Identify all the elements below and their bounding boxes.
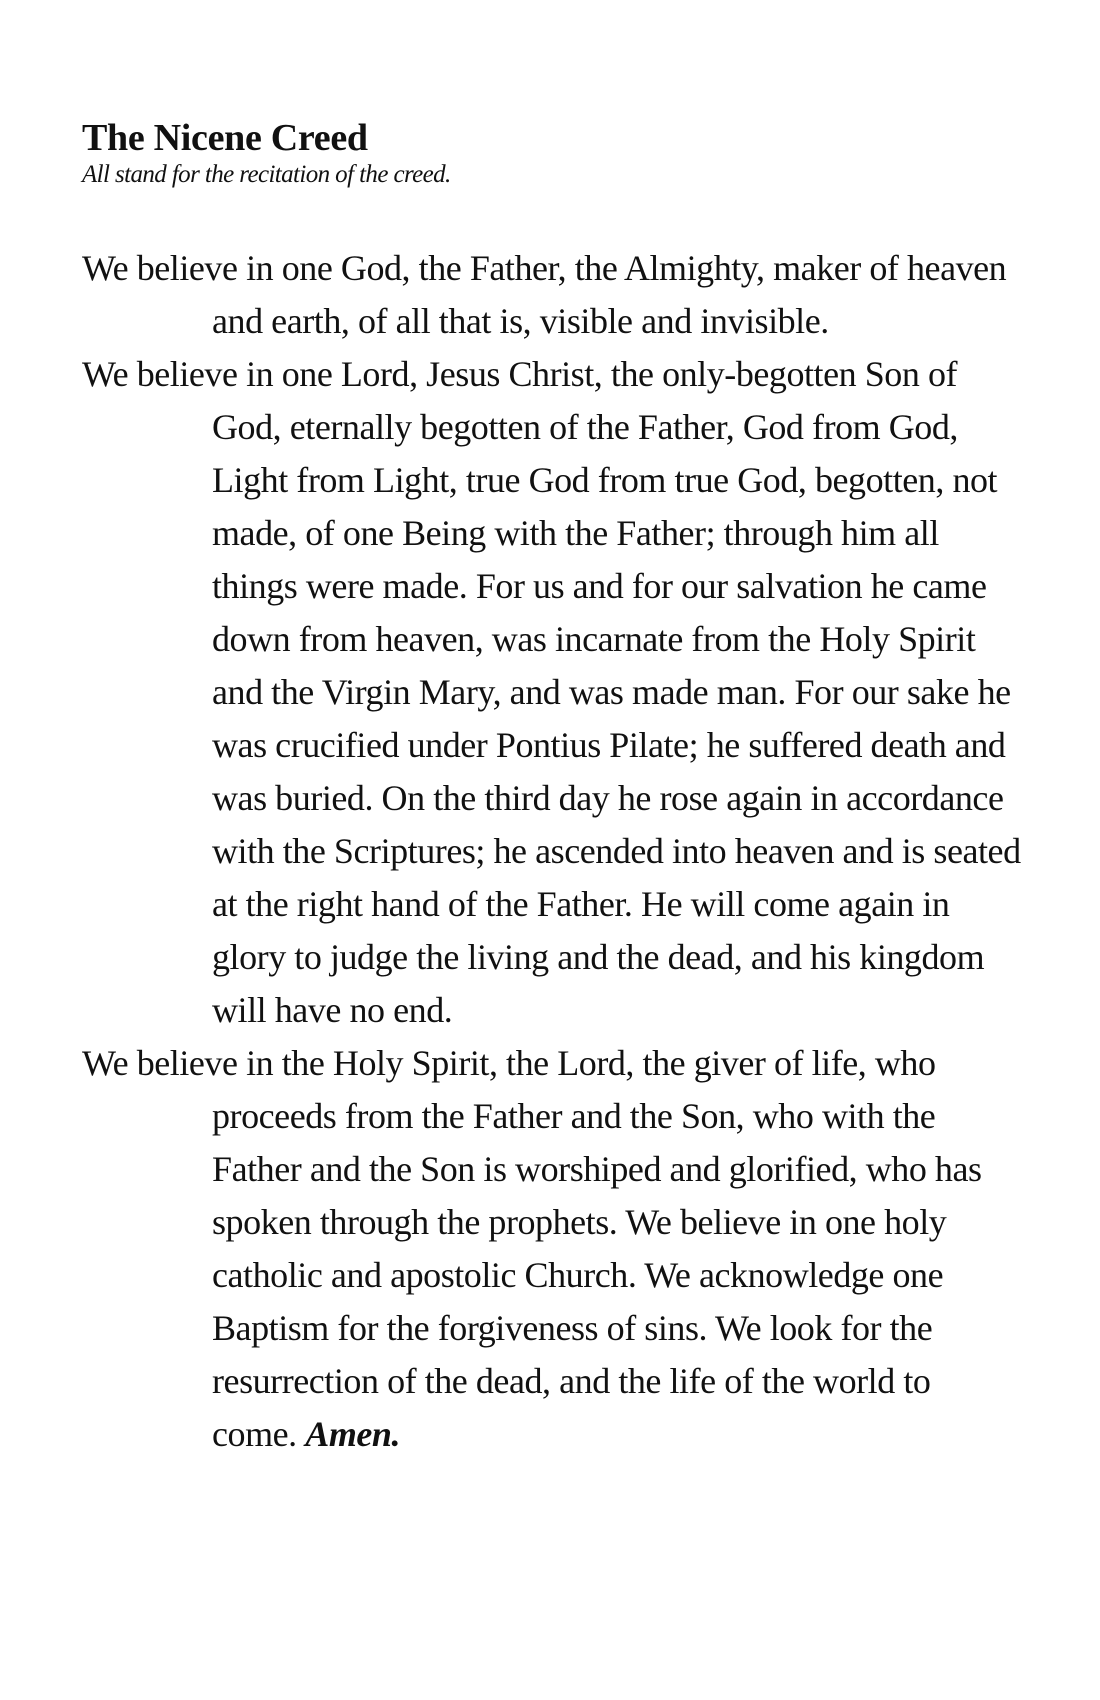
creed-paragraph-father: We believe in one God, the Father, the Almighty, maker of heaven and earth, of all that is, visible and invisible.: [82, 248, 1007, 341]
page-title: The Nicene Creed: [82, 117, 368, 159]
creed-paragraph-spirit: [82, 1037, 1022, 1461]
creed-text: [82, 242, 1022, 1461]
rubric-instruction: All stand for the recitation of the creed.: [82, 161, 451, 188]
section-heading: [82, 116, 982, 190]
creed-paragraph-son: We believe in one Lord, Jesus Christ, the only-begotten Son of God, eternally begotten of the Father, God from God, Light from Light, true God from true God, begotten, not made, of one Being with the Father; through him all things were made. For us and for our salvation he came down from heaven, was incarnate from the Holy Spirit and the Virgin Mary, and was made man. For our sake he was crucified under Pontius Pilate; he suffered death and was buried. On the third day he rose again in accordance with the Scriptures; he ascended into heaven and is seated at the right hand of the Father. He will come again in glory to judge the living and the dead, and his kingdom will have no end.: [82, 354, 1021, 1030]
creed-paragraph-spirit-text: We believe in the Holy Spirit, the Lord, the giver of life, who proceeds from the Father and the Son, who with the Father and the Son is worshiped and glorified, who has spoken through the prophets. We believe in one holy catholic and apostolic Church. We acknowledge one Baptism for the forgiveness of sins. We look for the resurrection of the dead, and the life of the world to come.: [82, 1043, 982, 1454]
amen-response: Amen.: [305, 1414, 401, 1454]
